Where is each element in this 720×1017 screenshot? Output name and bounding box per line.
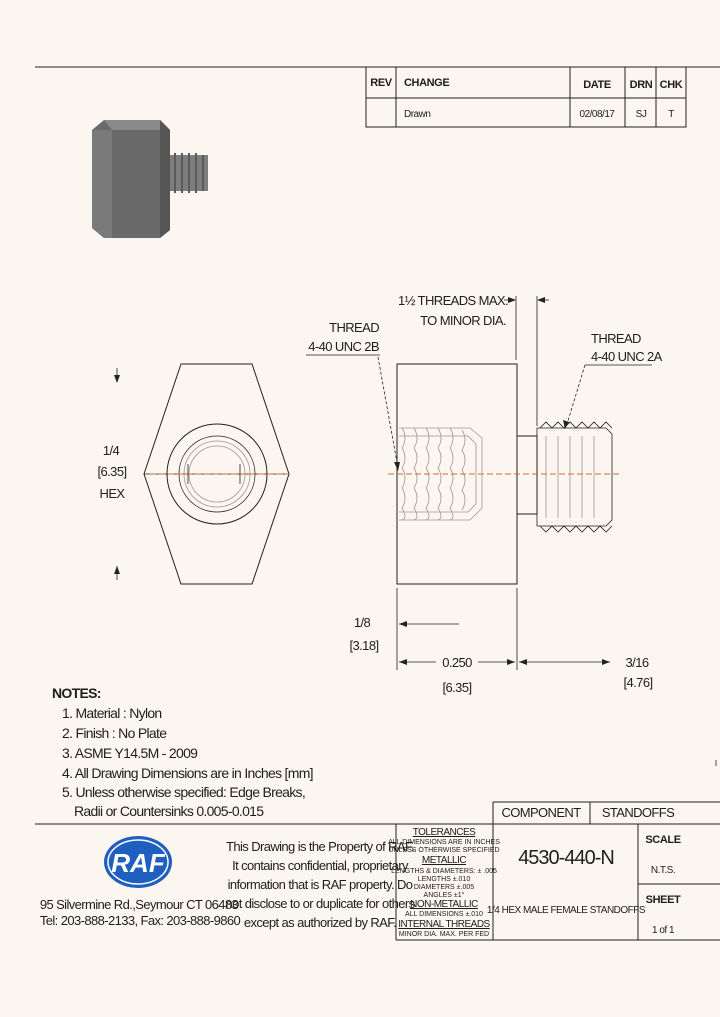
female-thread-spec: 4-40 UNC 2B <box>308 339 379 354</box>
tolerances-title: TOLERANCES <box>412 827 476 838</box>
date-header: DATE <box>583 79 611 91</box>
raf-logo <box>104 836 172 888</box>
chk-header: CHK <box>659 79 683 91</box>
sheet-label: SHEET <box>645 894 681 906</box>
component-value: STANDOFFS <box>601 805 675 820</box>
note-2: 2. Finish : No Plate <box>62 725 167 741</box>
tol-line-1: ALL DIMENSIONS ARE IN INCHES <box>388 839 500 846</box>
drn-header: DRN <box>629 79 653 91</box>
address-line-2: Tel: 203-888-2133, Fax: 203-888-9860 <box>39 913 241 928</box>
sheet-value: 1 of 1 <box>651 925 675 936</box>
female-thread-label: THREAD <box>329 320 379 335</box>
change-value: Drawn <box>404 109 431 120</box>
raf-logo-text: RAF <box>111 848 165 878</box>
property-line-3: information that is RAF property. Do <box>227 877 413 892</box>
notes-title: NOTES: <box>52 685 101 701</box>
drn-value: SJ <box>635 109 647 120</box>
tol-line-3: LENGTHS & DIAMETERS: ± .005 <box>391 868 497 875</box>
address-line-1: 95 Silvermine Rd.,Seymour CT 06483 <box>39 897 239 912</box>
note-5: 5. Unless otherwise specified: Edge Breaks, <box>62 784 306 800</box>
dimension-0-250 <box>399 588 517 695</box>
hex-size-fraction: 1/4 <box>102 443 120 458</box>
chk-value: T <box>668 109 674 120</box>
dim-1-8-fraction: 1/8 <box>353 615 371 630</box>
change-header: CHANGE <box>404 77 450 89</box>
tol-line-4: LENGTHS ±.010 <box>417 876 471 883</box>
scale-label: SCALE <box>645 834 681 846</box>
stud-neck <box>517 436 537 514</box>
component-label: COMPONENT <box>501 805 581 820</box>
tol-nonmetallic: NON-METALLIC <box>410 899 478 910</box>
scale-value: N.T.S. <box>650 865 676 876</box>
part-description: 1/4 HEX MALE FEMALE STANDOFFS <box>486 905 646 916</box>
hex-label: HEX <box>99 486 125 501</box>
revision-block <box>366 67 686 127</box>
hex-size-mm: [6.35] <box>97 464 127 479</box>
tol-line-2: UNLESS OTHERWISE SPECIFIED <box>388 847 500 854</box>
date-value: 02/08/17 <box>579 109 615 120</box>
rev-header: REV <box>370 77 392 89</box>
dim-3-16-fraction: 3/16 <box>625 655 649 670</box>
tol-line-7: ALL DIMENSIONS ±.010 <box>405 911 483 918</box>
dimension-3-16 <box>519 655 652 690</box>
threads-max-line1: 1½ THREADS MAX. <box>398 293 508 308</box>
property-line-4: not disclose to or duplicate for others <box>225 896 415 911</box>
hex-dimension <box>98 368 127 580</box>
property-line-2: It contains confidential, proprietary <box>232 858 408 873</box>
side-view <box>388 364 622 584</box>
dim-1-8-mm: [3.18] <box>349 638 379 653</box>
property-line-5: except as authorized by RAF. <box>243 915 397 930</box>
tol-line-5: DIAMETERS ±.005 <box>413 884 475 891</box>
female-thread-callout <box>306 320 400 471</box>
threads-max-line2: TO MINOR DIA. <box>420 313 506 328</box>
male-thread-callout <box>563 331 663 429</box>
hex-end-view <box>144 364 290 584</box>
part-number: 4530-440-N <box>518 847 614 869</box>
note-3: 3. ASME Y14.5M - 2009 <box>62 745 198 761</box>
male-thread-spec: 4-40 UNC 2A <box>591 349 662 364</box>
tol-line-6: ANGLES ±1° <box>423 892 465 899</box>
note-4: 4. All Drawing Dimensions are in Inches [mm] <box>62 765 313 781</box>
tol-line-8: MINOR DIA. MAX. PER FED <box>398 931 490 938</box>
note-1: 1. Material : Nylon <box>62 705 162 721</box>
title-block <box>35 802 720 940</box>
male-thread-label: THREAD <box>591 331 641 346</box>
male-thread <box>537 422 612 532</box>
dim-3-16-mm: [4.76] <box>623 675 653 690</box>
dim-0250-mm: [6.35] <box>442 680 472 695</box>
note-5-cont: Radii or Countersinks 0.005-0.015 <box>74 803 264 819</box>
tol-threads: INTERNAL THREADS <box>398 919 490 930</box>
property-line-1: This Drawing is the Property of RAF. <box>226 839 414 854</box>
threads-max-callout <box>398 293 549 426</box>
tol-metallic: METALLIC <box>421 855 467 866</box>
notes-block <box>52 685 313 819</box>
standoff-3d-render <box>92 120 208 238</box>
dim-0250-inch: 0.250 <box>442 655 472 670</box>
